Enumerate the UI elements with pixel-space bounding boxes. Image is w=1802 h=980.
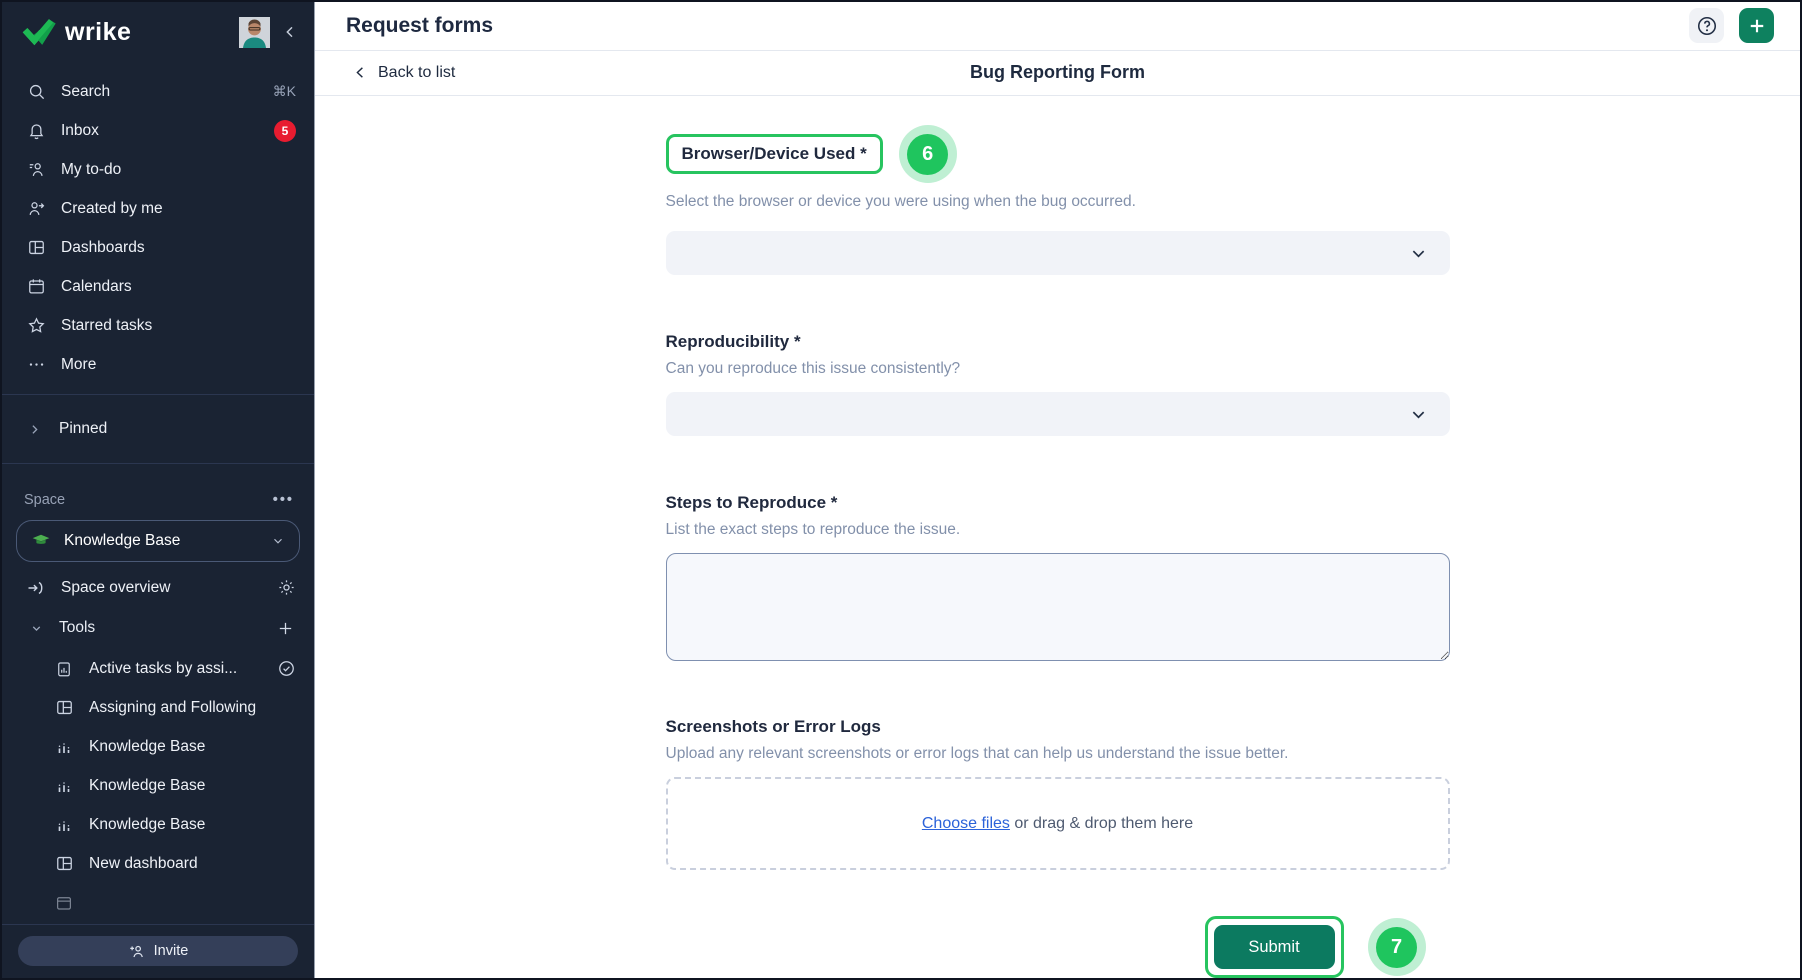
annotation-step-badge [899,125,957,183]
submit-button[interactable]: Submit [1214,925,1335,969]
pinned-label: Pinned [59,420,108,437]
tool-item-active-tasks-by-assi-[interactable] [2,649,314,688]
field-description: Select the browser or device you were using when the bug occurred. [665,193,1136,210]
sidebar-item-created-by-me[interactable] [2,189,314,228]
tool-item-knowledge-base[interactable] [2,727,314,766]
field-label: Steps to Reproduce * [665,493,838,512]
check-circle-icon [277,659,296,678]
tool-item-label: Knowledge Base [89,815,206,833]
sidebar-nav [2,62,314,384]
invite-label: Invite [153,943,189,959]
search-icon [26,82,46,101]
submit-row [666,916,1450,978]
reproducibility-select[interactable] [666,392,1450,436]
sidebar-footer [2,924,314,978]
field-description: List the exact steps to reproduce the issue. [665,521,961,538]
add-request-button[interactable] [1739,8,1774,43]
add-tool-icon[interactable] [277,620,294,637]
field-label: Screenshots or Error Logs [665,717,881,736]
gear-icon[interactable] [277,578,296,597]
sidebar-item-inbox[interactable] [2,111,314,150]
field-label: Reproducibility * [665,332,801,351]
chevron-down-icon [1409,244,1428,263]
choose-files-link[interactable]: Choose files [921,814,1010,832]
main-area [315,2,1800,978]
dashboard-icon [54,854,74,873]
created-by-me-icon [26,199,46,218]
plus-icon [1747,16,1767,36]
star-icon [26,316,46,335]
divider [2,394,314,395]
tool-item-label: Active tasks by assi... [89,659,238,677]
sidebar-item-label: More [61,355,97,373]
sidebar-item-label: Starred tasks [61,316,153,334]
chevron-left-icon [353,65,368,80]
field-description: Can you reproduce this issue consistently? [665,360,961,377]
back-label: Back to list [378,63,456,81]
sidebar-item-pinned[interactable] [2,405,314,453]
sidebar-item-calendars[interactable] [2,267,314,306]
tool-item-assigning-and-following[interactable] [2,688,314,727]
wrike-logo[interactable] [22,18,131,47]
tool-item-label: New dashboard [89,854,198,872]
sidebar-item-label: Calendars [61,277,132,295]
calendar-icon [26,277,46,296]
user-avatar[interactable] [239,17,270,48]
todo-icon [26,160,46,179]
sidebar-collapse-icon[interactable] [282,24,298,40]
sidebar-item-search[interactable] [2,72,314,111]
annotation-step-badge [1368,918,1426,976]
sidebar-item-starred-tasks[interactable] [2,306,314,345]
form-title: Bug Reporting Form [970,62,1145,83]
chevron-right-icon [24,423,44,436]
space-section-header [2,474,314,518]
logo-wordmark: wrike [65,17,132,46]
sidebar-item-label: Created by me [61,199,163,217]
field-description: Upload any relevant screenshots or error logs that can help us understand the issue better. [665,745,1289,762]
dashboard-icon [54,698,74,717]
tool-item-label: Knowledge Base [89,776,206,794]
browser-device-select[interactable] [666,231,1450,275]
space-overview-label: Space overview [61,578,171,596]
annotation-highlight-box [1205,916,1344,978]
form-subheader [315,51,1800,96]
graduation-cap-icon [31,531,51,551]
file-dropzone[interactable] [666,777,1450,870]
space-selector[interactable] [16,520,300,562]
invite-user-icon [128,942,146,960]
page-title: Request forms [346,13,494,37]
tools-section-header[interactable] [2,607,314,649]
header-actions [1689,8,1774,43]
report-icon [54,660,74,678]
main-header [315,2,1800,51]
sidebar [2,2,315,978]
bell-icon [26,121,46,140]
chevron-down-icon [1409,405,1428,424]
tool-item-knowledge-base[interactable] [2,766,314,805]
sidebar-item-label: Search [61,82,111,100]
chart-icon [54,777,74,795]
sidebar-item-more[interactable] [2,345,314,384]
sidebar-item-label: Inbox [61,121,99,139]
steps-textarea[interactable] [666,553,1450,661]
sidebar-item-label: Dashboards [61,238,145,256]
tools-label: Tools [59,619,96,636]
tool-item-label: Knowledge Base [89,737,206,755]
space-label: Space [24,492,66,508]
chart-icon [54,738,74,756]
chevron-down-icon [271,534,285,548]
divider [2,463,314,464]
tool-item-knowledge-base[interactable] [2,805,314,844]
sidebar-header [2,2,314,62]
tools-list [2,649,314,883]
field-reproducibility [666,332,1450,436]
space-menu-icon[interactable]: ••• [272,492,294,508]
keyboard-shortcut: ⌘K [272,83,296,99]
step-number: 7 [1376,927,1417,968]
ellipsis-icon [26,355,46,374]
form-body [315,96,1800,978]
annotation-highlight-box [666,134,883,174]
wrike-check-icon [22,19,56,45]
field-label: Browser/Device Used * [681,144,867,163]
tool-item-label: Assigning and Following [89,698,257,716]
dashboard-icon [26,238,46,257]
field-browser-device [666,125,1450,275]
question-icon [1696,15,1718,37]
sidebar-item-space-overview[interactable] [2,568,314,607]
field-screenshots [666,717,1450,870]
sidebar-item-label: My to-do [61,160,122,178]
back-to-list-link[interactable] [353,64,455,82]
unread-count-badge: 5 [274,120,296,142]
space-selector-label: Knowledge Base [64,532,181,549]
step-number: 6 [907,134,948,175]
help-button[interactable] [1689,8,1724,43]
clipped-sidebar-item [2,883,314,897]
sidebar-item-my-to-do[interactable] [2,150,314,189]
tool-item-new-dashboard[interactable] [2,844,314,883]
arrow-enter-icon [26,578,46,598]
sidebar-item-dashboards[interactable] [2,228,314,267]
chart-icon [54,816,74,834]
invite-button[interactable] [18,936,298,966]
chevron-down-icon [26,622,46,635]
field-steps-to-reproduce [666,493,1450,661]
dropzone-hint: or drag & drop them here [1009,814,1194,832]
